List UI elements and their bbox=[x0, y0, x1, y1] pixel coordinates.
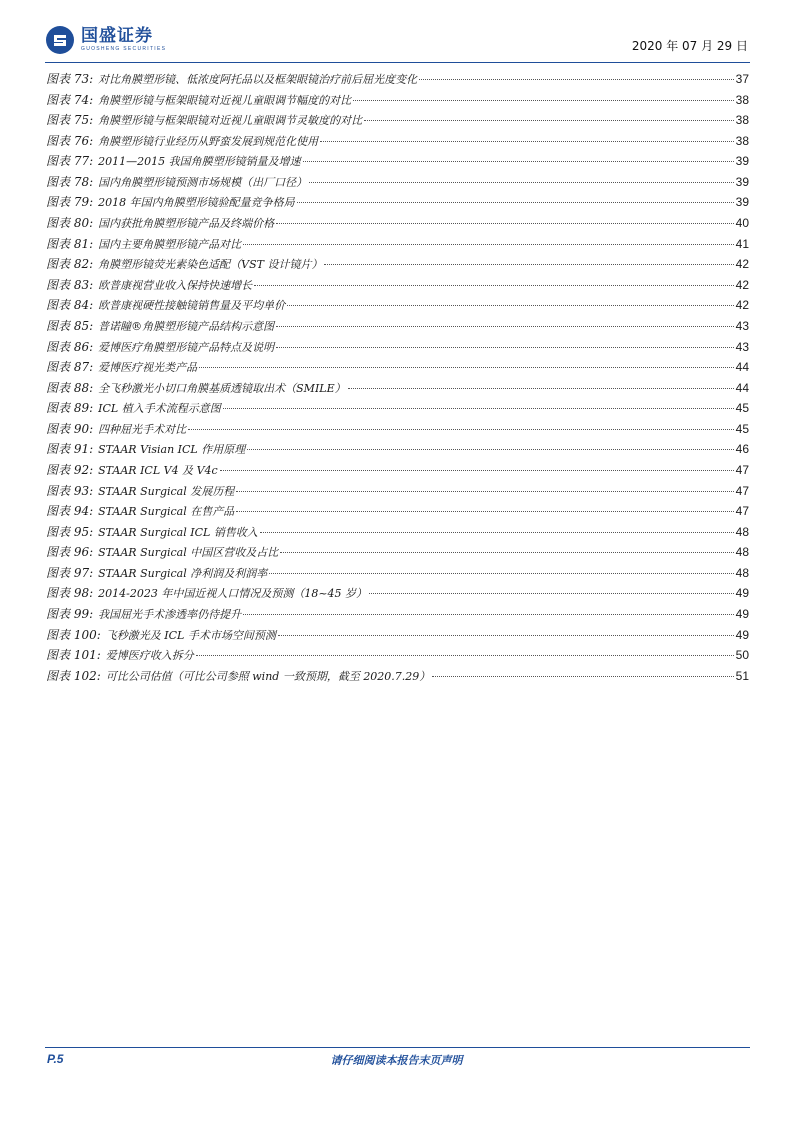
figure-title: 全飞秒激光小切口角膜基质透镜取出术（SMILE） bbox=[98, 381, 346, 395]
dot-leader bbox=[243, 614, 734, 615]
figure-label: 图表 78: bbox=[46, 174, 94, 189]
toc-entry[interactable] bbox=[46, 605, 749, 626]
dot-leader bbox=[364, 120, 734, 121]
toc-entry[interactable] bbox=[46, 358, 749, 379]
header-divider bbox=[45, 62, 750, 63]
figure-title: 可比公司估值（可比公司参照 wind 一致预期，截至 2020.7.29） bbox=[105, 669, 431, 683]
figure-title: 爱博医疗角膜塑形镜产品特点及说明 bbox=[98, 340, 275, 354]
toc-entry[interactable] bbox=[46, 584, 749, 605]
figure-label: 图表 95: bbox=[46, 524, 94, 539]
page-ref: 47 bbox=[735, 483, 749, 498]
figure-title: 四种屈光手术对比 bbox=[98, 422, 187, 436]
figure-label: 图表 79: bbox=[46, 195, 94, 210]
figure-label: 图表 92: bbox=[46, 462, 94, 477]
figure-title: 2018 年国内角膜塑形镜验配量竞争格局 bbox=[98, 196, 295, 210]
figure-title: 国内获批角膜塑形镜产品及终端价格 bbox=[98, 217, 275, 231]
dot-leader bbox=[303, 161, 734, 162]
dot-leader bbox=[320, 141, 734, 142]
figure-label: 图表 102: bbox=[46, 668, 101, 683]
dot-leader bbox=[276, 347, 734, 348]
figure-index-list bbox=[46, 70, 749, 687]
dot-leader bbox=[369, 593, 734, 594]
figure-title: STAAR ICL V4 及 V4c bbox=[98, 463, 218, 477]
figure-title: 爱博医疗视光类产品 bbox=[98, 361, 198, 375]
page-ref: 45 bbox=[735, 421, 749, 436]
toc-entry[interactable] bbox=[46, 91, 749, 112]
page-ref: 41 bbox=[735, 236, 749, 251]
page-ref: 49 bbox=[735, 627, 749, 642]
figure-title: 2011—2015 我国角膜塑形镜销量及增速 bbox=[98, 155, 301, 169]
company-name-cn: 国盛证券 bbox=[81, 26, 153, 46]
figure-title: STAAR Surgical ICL 销售收入 bbox=[98, 525, 258, 539]
figure-title: ICL 植入手术流程示意图 bbox=[98, 402, 221, 416]
figure-title: 角膜塑形镜行业经历从野蛮发展到规范化使用 bbox=[98, 134, 319, 148]
company-name-en: GUOSHENG SECURITIES bbox=[81, 46, 167, 52]
dot-leader bbox=[188, 429, 734, 430]
figure-title: 欧普康视硬性接触镜销售量及平均单价 bbox=[98, 299, 286, 313]
toc-entry[interactable] bbox=[46, 214, 749, 235]
toc-entry[interactable] bbox=[46, 564, 749, 585]
dot-leader bbox=[254, 285, 734, 286]
page-ref: 47 bbox=[735, 504, 749, 519]
figure-label: 图表 88: bbox=[46, 380, 94, 395]
toc-entry[interactable] bbox=[46, 502, 749, 523]
dot-leader bbox=[324, 264, 733, 265]
dot-leader bbox=[309, 182, 734, 183]
figure-label: 图表 89: bbox=[46, 401, 94, 416]
figure-label: 图表 91: bbox=[46, 442, 94, 457]
toc-entry[interactable] bbox=[46, 379, 749, 400]
toc-entry[interactable] bbox=[46, 317, 749, 338]
dot-leader bbox=[348, 388, 734, 389]
toc-entry[interactable] bbox=[46, 276, 749, 297]
figure-title: 角膜塑形镜与框架眼镜对近视儿童眼调节灵敏度的对比 bbox=[98, 114, 363, 128]
dot-leader bbox=[297, 202, 734, 203]
figure-title: 对比角膜塑形镜、低浓度阿托品以及框架眼镜治疗前后屈光度变化 bbox=[98, 73, 418, 86]
dot-leader bbox=[220, 470, 734, 471]
dot-leader bbox=[278, 635, 734, 636]
page-ref: 38 bbox=[735, 133, 749, 148]
figure-title: STAAR Surgical 在售产品 bbox=[98, 505, 235, 519]
figure-label: 图表 75: bbox=[46, 113, 94, 128]
page-ref: 46 bbox=[735, 442, 749, 457]
footer-disclaimer: 请仔细阅读本报告末页声明 bbox=[330, 1054, 463, 1067]
page-ref: 48 bbox=[735, 565, 749, 580]
page-ref: 40 bbox=[735, 216, 749, 231]
page-number: P.5 bbox=[47, 1052, 64, 1066]
figure-title: STAAR Surgical 发展历程 bbox=[98, 484, 235, 498]
page-ref: 42 bbox=[735, 257, 749, 272]
toc-entry[interactable] bbox=[46, 111, 749, 132]
page-ref: 48 bbox=[735, 524, 749, 539]
dot-leader bbox=[269, 573, 733, 574]
page-header bbox=[45, 22, 750, 62]
dot-leader bbox=[353, 100, 734, 101]
dot-leader bbox=[432, 676, 733, 677]
figure-label: 图表 101: bbox=[46, 648, 101, 663]
figure-title: 飞秒激光及 ICL 手术市场空间预测 bbox=[105, 628, 276, 642]
figure-title: 欧普康视营业收入保持快速增长 bbox=[98, 278, 253, 292]
figure-title: 我国屈光手术渗透率仍待提升 bbox=[98, 608, 242, 622]
figure-title: 2014-2023 年中国近视人口情况及预测（18~45 岁） bbox=[98, 587, 368, 601]
dot-leader bbox=[260, 532, 734, 533]
toc-entry[interactable] bbox=[46, 235, 749, 256]
page-ref: 44 bbox=[735, 360, 749, 375]
dot-leader bbox=[223, 408, 734, 409]
figure-label: 图表 86: bbox=[46, 339, 94, 354]
report-date: 2020 年 07 月 29 日 bbox=[631, 39, 748, 53]
guosheng-logo-icon bbox=[45, 25, 75, 55]
figure-title: 国内角膜塑形镜预测市场规模（出厂口径） bbox=[98, 175, 308, 189]
toc-entry[interactable] bbox=[46, 461, 749, 482]
page-ref: 45 bbox=[735, 401, 749, 416]
dot-leader bbox=[196, 655, 734, 656]
toc-entry[interactable] bbox=[46, 132, 749, 153]
figure-label: 图表 73: bbox=[46, 72, 94, 86]
page-ref: 43 bbox=[735, 318, 749, 333]
figure-label: 图表 99: bbox=[46, 607, 94, 622]
figure-label: 图表 84: bbox=[46, 298, 94, 313]
toc-entry[interactable] bbox=[46, 420, 749, 441]
page-ref: 38 bbox=[735, 113, 749, 128]
figure-label: 图表 100: bbox=[46, 627, 101, 642]
toc-entry[interactable] bbox=[46, 152, 749, 173]
toc-entry[interactable] bbox=[46, 173, 749, 194]
dot-leader bbox=[287, 305, 734, 306]
dot-leader bbox=[247, 449, 733, 450]
figure-title: STAAR Surgical 净利润及利润率 bbox=[98, 566, 268, 580]
page-ref: 43 bbox=[735, 339, 749, 354]
dot-leader bbox=[419, 79, 734, 80]
figure-label: 图表 96: bbox=[46, 545, 94, 560]
toc-entry[interactable] bbox=[46, 296, 749, 317]
figure-label: 图表 81: bbox=[46, 236, 94, 251]
figure-label: 图表 94: bbox=[46, 504, 94, 519]
toc-entry[interactable] bbox=[46, 646, 749, 667]
page-ref: 37 bbox=[735, 72, 749, 86]
toc-entry[interactable] bbox=[46, 543, 749, 564]
toc-entry[interactable] bbox=[46, 193, 749, 214]
toc-entry[interactable] bbox=[46, 440, 749, 461]
page-ref: 42 bbox=[735, 298, 749, 313]
footer-divider bbox=[45, 1047, 750, 1048]
toc-entry[interactable] bbox=[46, 626, 749, 647]
dot-leader bbox=[280, 552, 733, 553]
page-ref: 49 bbox=[735, 607, 749, 622]
figure-label: 图表 77: bbox=[46, 154, 94, 169]
figure-label: 图表 90: bbox=[46, 421, 94, 436]
dot-leader bbox=[276, 326, 734, 327]
dot-leader bbox=[243, 244, 734, 245]
page-ref: 51 bbox=[735, 668, 749, 683]
figure-label: 图表 83: bbox=[46, 277, 94, 292]
page-ref: 42 bbox=[735, 277, 749, 292]
toc-entry[interactable] bbox=[46, 482, 749, 503]
page-ref: 49 bbox=[735, 586, 749, 601]
figure-title: STAAR Surgical 中国区营收及占比 bbox=[98, 546, 279, 560]
figure-label: 图表 93: bbox=[46, 483, 94, 498]
figure-title: 国内主要角膜塑形镜产品对比 bbox=[98, 237, 242, 251]
dot-leader bbox=[236, 491, 733, 492]
toc-entry[interactable] bbox=[46, 667, 749, 688]
page-ref: 39 bbox=[735, 195, 749, 210]
dot-leader bbox=[236, 511, 733, 512]
figure-title: 普诺瞳®角膜塑形镜产品结构示意图 bbox=[98, 319, 275, 333]
figure-label: 图表 74: bbox=[46, 92, 94, 107]
figure-label: 图表 98: bbox=[46, 586, 94, 601]
figure-label: 图表 87: bbox=[46, 360, 94, 375]
page-ref: 48 bbox=[735, 545, 749, 560]
page-ref: 44 bbox=[735, 380, 749, 395]
page-ref: 39 bbox=[735, 154, 749, 169]
page-ref: 38 bbox=[735, 92, 749, 107]
page-ref: 39 bbox=[735, 174, 749, 189]
toc-entry[interactable] bbox=[46, 523, 749, 544]
figure-title: 角膜塑形镜与框架眼镜对近视儿童眼调节幅度的对比 bbox=[98, 93, 352, 107]
toc-entry[interactable] bbox=[46, 255, 749, 276]
figure-label: 图表 97: bbox=[46, 565, 94, 580]
toc-entry[interactable] bbox=[46, 399, 749, 420]
figure-label: 图表 76: bbox=[46, 133, 94, 148]
figure-label: 图表 82: bbox=[46, 257, 94, 272]
figure-title: STAAR Visian ICL 作用原理 bbox=[98, 443, 246, 457]
figure-title: 角膜塑形镜荧光素染色适配（VST 设计镜片） bbox=[98, 258, 323, 272]
company-logo bbox=[45, 22, 166, 58]
dot-leader bbox=[276, 223, 734, 224]
toc-entry[interactable] bbox=[46, 338, 749, 359]
page-ref: 50 bbox=[735, 648, 749, 663]
page-ref: 47 bbox=[735, 462, 749, 477]
dot-leader bbox=[199, 367, 734, 368]
figure-label: 图表 85: bbox=[46, 318, 94, 333]
toc-entry[interactable] bbox=[46, 70, 749, 91]
figure-title: 爱博医疗收入拆分 bbox=[105, 649, 194, 663]
figure-label: 图表 80: bbox=[46, 216, 94, 231]
